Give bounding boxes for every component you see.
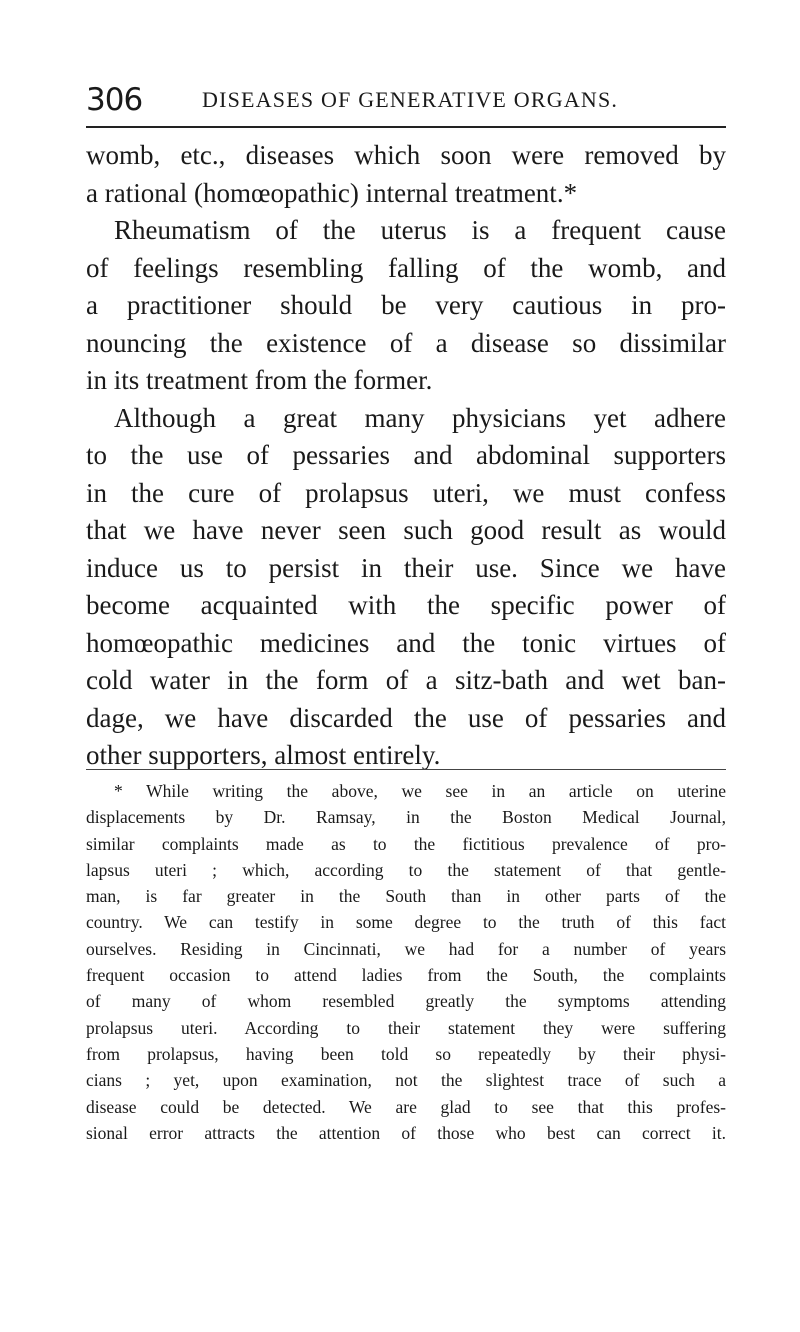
body-line: dage, we have discarded the use of pessaries and <box>86 702 726 733</box>
footnote-line: disease could be detected. We are glad to see that this profes- <box>86 1096 726 1117</box>
running-head: DISEASES OF GENERATIVE ORGANS. <box>202 87 619 112</box>
body-text <box>86 137 726 775</box>
footnote <box>86 778 726 1146</box>
body-line: cold water in the form of a sitz-bath and wet ban- <box>86 665 726 695</box>
body-line: Rheumatism of the uterus is a frequent cause <box>114 215 726 245</box>
footnote-line: frequent occasion to attend ladies from the South, the complaints <box>86 965 726 986</box>
page-header <box>86 82 726 122</box>
page-number: 306 <box>86 82 143 118</box>
body-line: womb, etc., diseases which soon were removed by <box>86 140 726 170</box>
body-line: a practitioner should be very cautious in pro- <box>86 290 726 320</box>
footnote-line: displacements by Dr. Ramsay, in the Boston Medical Journal, <box>86 807 726 828</box>
body-line: become acquainted with the specific power of <box>86 590 726 620</box>
body-line: of feelings resembling falling of the womb, and <box>86 252 726 283</box>
footnote-line: similar complaints made as to the fictitious prevalence of pro- <box>86 833 726 854</box>
body-line: that we have never seen such good result as would <box>86 515 726 545</box>
body-line: induce us to persist in their use. Since we have <box>86 552 726 583</box>
body-line: other supporters, almost entirely. <box>86 740 441 770</box>
footnote-line: from prolapsus, having been told so repeatedly by their physi- <box>86 1043 726 1064</box>
footnote-line: ourselves. Residing in Cincinnati, we had for a number of years <box>86 938 726 959</box>
body-line: in the cure of prolapsus uteri, we must confess <box>86 477 726 508</box>
footnote-line: * While writing the above, we see in an article on uterine <box>114 781 726 801</box>
body-line: Although a great many physicians yet adhere <box>114 402 726 433</box>
footnote-line: prolapsus uteri. According to their statement they were suffering <box>86 1017 726 1038</box>
body-line: to the use of pessaries and abdominal supporters <box>86 440 726 470</box>
footnote-line: lapsus uteri ; which, according to the statement of that gentle- <box>86 859 726 880</box>
footnote-line: country. We can testify in some degree to the truth of this fact <box>86 912 726 933</box>
body-line: in its treatment from the former. <box>86 365 433 395</box>
body-line: a rational (homœopathic) internal treatment.* <box>86 177 578 208</box>
body-line: nouncing the existence of a disease so dissimilar <box>86 327 726 358</box>
footnote-line: man, is far greater in the South than in other parts of the <box>86 886 726 907</box>
footnote-rule <box>86 769 726 770</box>
body-line: homœopathic medicines and the tonic virtues of <box>86 627 726 658</box>
footnote-line: sional error attracts the attention of those who best can correct it. <box>86 1122 726 1143</box>
header-rule <box>86 126 726 128</box>
footnote-line: of many of whom resembled greatly the symptoms attending <box>86 991 726 1012</box>
footnote-line: cians ; yet, upon examination, not the slightest trace of such a <box>86 1070 726 1091</box>
